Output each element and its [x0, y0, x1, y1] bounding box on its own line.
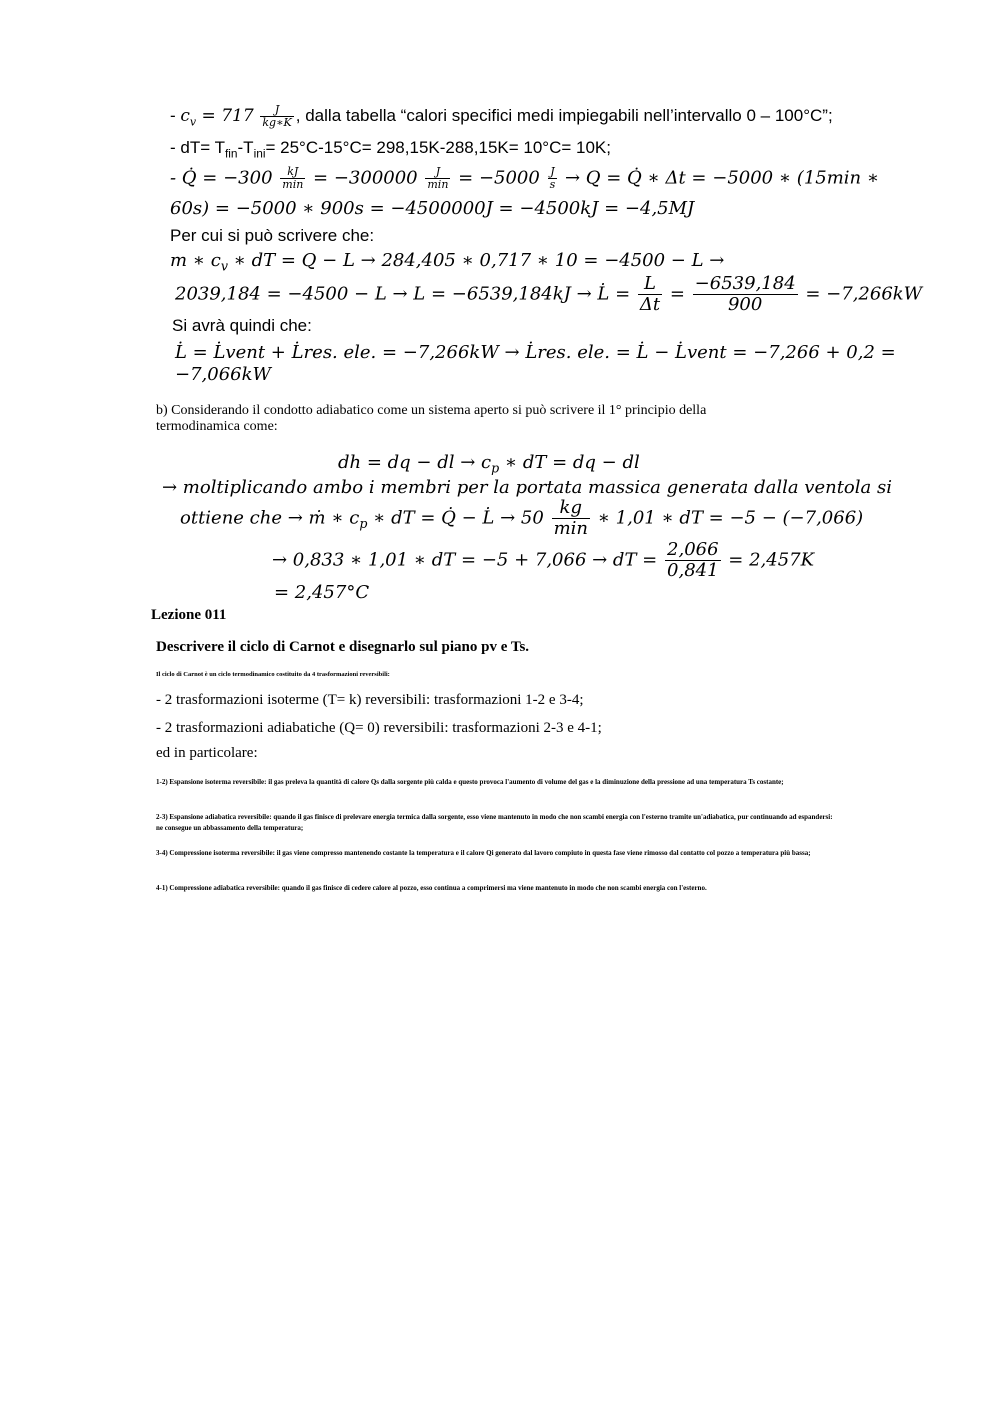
- mf-f-num: kg: [552, 498, 590, 519]
- cv-unit-num: J: [260, 104, 293, 117]
- power-balance-line: L̇ = L̇vent + L̇res. ele. = −7,266kW → L̇res. ele. = L̇ − L̇vent = −7,266 + 0,2 =: [175, 342, 896, 363]
- multiply-line: → moltiplicando ambo i membri per la portata massica generata dalla ventola si: [162, 477, 892, 498]
- q-part-d: → Q = Q̇ ∗ Δt = −5000 ∗ (15min ∗: [559, 167, 880, 189]
- work-f2-num: −6539,184: [694, 273, 796, 294]
- work-f1-den: Δt: [639, 293, 661, 315]
- eb-part-a: m ∗ c: [170, 250, 221, 271]
- cv-prefix: -: [170, 106, 181, 126]
- si-avra-text: Si avrà quindi che:: [172, 316, 312, 335]
- dts-f-den: 0,841: [667, 559, 719, 581]
- q-fraction-2: [425, 166, 450, 191]
- dts-part-b: = 2,457K: [722, 549, 815, 571]
- q-f2-num: J: [425, 166, 450, 179]
- cv-value: = 717: [196, 106, 254, 127]
- cv-symbol: c: [180, 106, 190, 127]
- q-part-b: = −300000: [307, 167, 418, 189]
- mf-part-c: ∗ 1,01 ∗ dT = −5 − (−7,066): [591, 507, 864, 529]
- work-part-c: = −7,266kW: [799, 283, 923, 305]
- dts-part-a: → 0,833 ∗ 1,01 ∗ dT = −5 + 7,066 → dT =: [272, 549, 658, 571]
- mf-part-b: ∗ dT = Q̇ − L̇ → 50: [367, 507, 544, 529]
- cv-line: - $c_v = 717$ $\frac{J}{kg∗K}$ , dalla tabella “calori specifici medi impiegabili nell’intervallo 0 – 100°C”;: [170, 103, 833, 130]
- per-cui-text: Per cui si può scrivere che:: [170, 226, 375, 245]
- q-fraction-1: [280, 166, 305, 191]
- dt-line: [170, 138, 611, 160]
- lesson-question: Descrivere il ciclo di Carnot e disegnarlo sul piano pv e Ts.: [156, 639, 530, 655]
- dts-fraction: [665, 540, 721, 581]
- cv-unit-den: kg∗K: [262, 116, 292, 130]
- step-1-2: 1-2) Espansione isoterma reversibile: il gas preleva la quantità di calore Qs dalla sorgente più calda e questo provoca l'aumento di volume del gas e la diminuzione della pressione ad una temperatura Ts costante;: [156, 778, 784, 786]
- step-4-1: 4-1) Compressione adiabatica reversibile: quando il gas finisce di cedere calore al pozzo, esso continua a comprimersi ma viene mantenuto in modo che non scambi energia con l'esterno.: [156, 884, 707, 892]
- first-law-a: dh = dq − dl → c: [338, 452, 492, 473]
- dts-f-num: 2,066: [667, 539, 719, 560]
- q-f1-num: kJ: [280, 166, 305, 179]
- dt-celsius-line: = 2,457°C: [274, 582, 370, 603]
- q-part-c: = −5000: [452, 167, 540, 189]
- work-part-a: 2039,184 = −4500 − L → L = −6539,184kJ → L̇ =: [175, 283, 631, 305]
- dt-fin-sub: fin: [224, 146, 238, 161]
- first-law-sub: p: [491, 460, 500, 476]
- adiabatic-item: - 2 trasformazioni adiabatiche (Q= 0) reversibili: trasformazioni 2-3 e 4-1;: [156, 720, 602, 736]
- dt-ini-sub: ini: [253, 146, 266, 161]
- q-fraction-3: [548, 166, 558, 191]
- dt-mid: -T: [237, 138, 254, 157]
- q-f3-num: J: [548, 166, 558, 179]
- part-b-intro-line2: termodinamica come:: [156, 419, 278, 434]
- q-line-continued: 60s) = −5000 ∗ 900s = −4500000J = −4500kJ = −4,5MJ: [170, 198, 695, 219]
- q-f1-den: min: [282, 178, 304, 192]
- mass-flow-equation: [180, 498, 863, 539]
- dt-solution-line: [272, 540, 814, 581]
- work-part-b: =: [664, 283, 691, 305]
- mf-part-a: ottiene che → ṁ ∗ c: [180, 507, 360, 529]
- step-2-3: 2-3) Espansione adiabatica reversibile: quando il gas finisce di prelevare energia termica dalla sorgente, esso viene mantenuto in modo che non scambi energia con l'esterno tramite un'adiabatica, pur continuando ad espandersi: ne consegue un abbassamento della temperatura;: [156, 813, 833, 832]
- mf-sub: p: [359, 515, 368, 531]
- mf-f-den: min: [553, 517, 588, 539]
- step-3-4: 3-4) Compressione isoterma reversibile: il gas viene compresso mantenendo costante la temperatura e il calore Qi generato dal lavoro compiuto in questa fase viene rimosso dal contatto col pozzo a temperatura più bassa;: [156, 849, 811, 857]
- power-result-line: −7,066kW: [175, 364, 272, 385]
- dt-rest: = 25°C-15°C= 298,15K-288,15K= 10°C= 10K;: [265, 138, 611, 157]
- cv-description: , dalla tabella “calori specifici medi impiegabili nell’intervallo 0 – 100°C”;: [295, 106, 833, 126]
- eb-rest: ∗ dT = Q − L → 284,405 ∗ 0,717 ∗ 10 = −4500 − L →: [227, 250, 725, 271]
- work-f2-den: 900: [727, 293, 763, 315]
- lesson-heading: Lezione 011: [151, 607, 227, 623]
- q-part-a: - Q̇ = −300: [170, 167, 273, 189]
- eb-sub: v: [220, 258, 228, 274]
- q-f3-den: s: [549, 178, 556, 192]
- cv-unit-fraction: [260, 104, 293, 129]
- first-law-rest: ∗ dT = dq − dl: [499, 452, 640, 473]
- work-fraction-1: [638, 274, 662, 315]
- dt-prefix: - dT= T: [170, 138, 225, 157]
- carnot-intro: Il ciclo di Carnot è un ciclo termodinamico costituito da 4 trasformazioni reversibili:: [156, 671, 390, 678]
- part-b-intro-line1: b) Considerando il condotto adiabatico come un sistema aperto si può scrivere il 1° principio della: [156, 403, 707, 418]
- isotherm-item: - 2 trasformazioni isoterme (T= k) reversibili: trasformazioni 1-2 e 3-4;: [156, 692, 584, 708]
- q-f2-den: min: [427, 178, 449, 192]
- q-line: [170, 166, 879, 191]
- energy-balance-line: [170, 250, 724, 274]
- work-line: [175, 274, 922, 315]
- work-f1-num: L: [638, 274, 662, 295]
- work-fraction-2: [693, 274, 798, 315]
- first-law-equation: [338, 452, 640, 476]
- mf-fraction: [552, 498, 590, 539]
- in-particular-text: ed in particolare:: [156, 745, 258, 761]
